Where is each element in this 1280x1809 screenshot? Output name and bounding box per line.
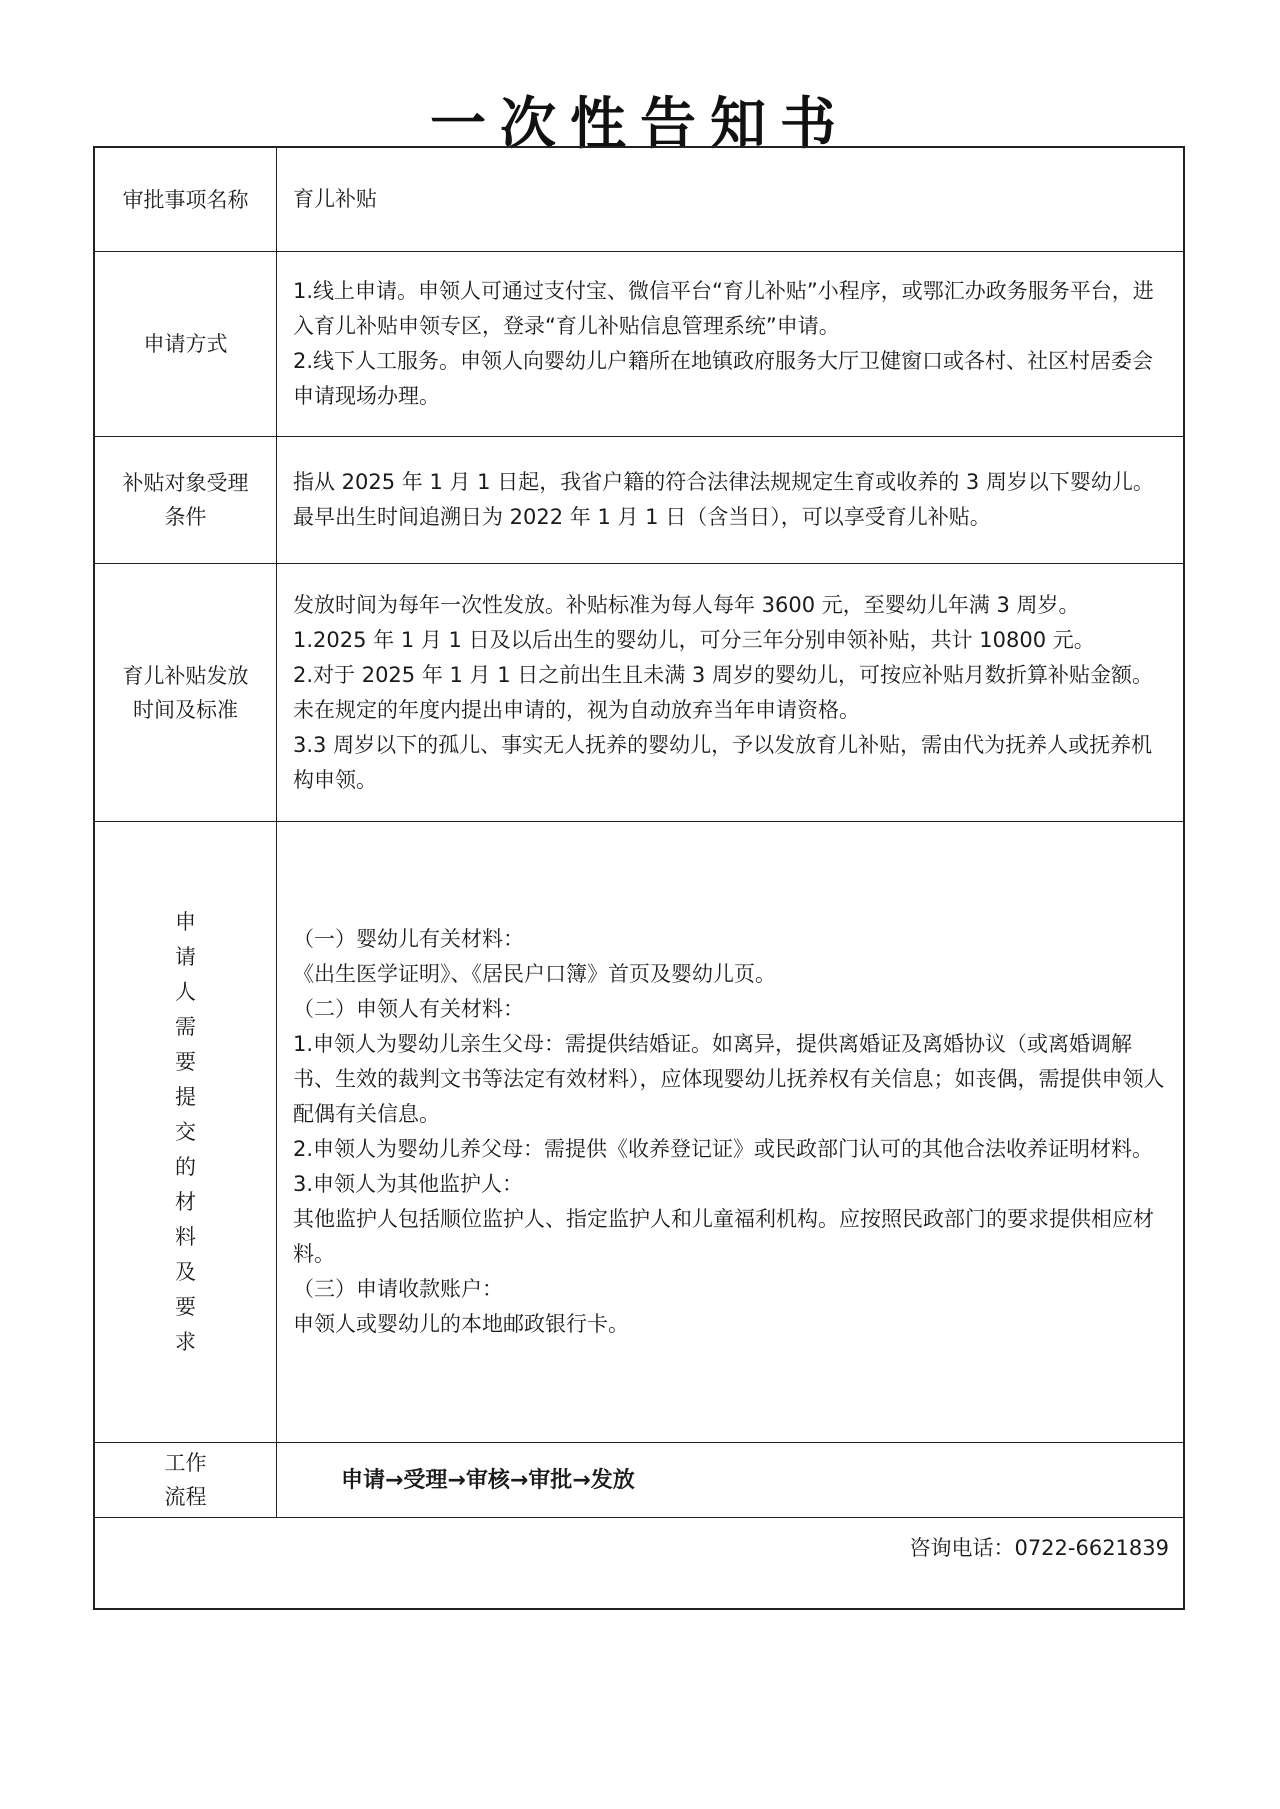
standard-line: 2.对于 2025 年 1 月 1 日之前出生且未满 3 周岁的婴幼儿，可按应补贴月数折算补贴金额。未在规定的年度内提出申请的，视为自动放弃当年申请资格。 xyxy=(293,662,1153,722)
materials-line: 2.申领人为婴幼儿养父母：需提供《收养登记证》或民政部门认可的其他合法收养证明材料。 xyxy=(293,1137,1154,1161)
row-footer xyxy=(95,1518,1183,1608)
materials-label-char: 交 xyxy=(175,1119,196,1144)
eligibility-content xyxy=(277,437,1183,563)
materials-label-char: 人 xyxy=(175,979,196,1004)
standard-label: 育儿补贴发放时间及标准 xyxy=(95,564,277,821)
eligibility-label: 补贴对象受理条件 xyxy=(95,437,277,563)
standard-line: 发放时间为每年一次性发放。补贴标准为每人每年 3600 元，至婴幼儿年满 3 周岁。 xyxy=(293,592,1080,617)
materials-label-char: 要 xyxy=(175,1049,196,1074)
materials-label-char: 要 xyxy=(175,1294,196,1319)
materials-vertical-label xyxy=(175,905,196,1360)
document-title: 一次性告知书 xyxy=(430,92,850,157)
item-name-label: 审批事项名称 xyxy=(95,148,277,251)
materials-label-char: 的 xyxy=(175,1154,196,1179)
row-apply-method xyxy=(95,252,1183,437)
materials-line: 3.申领人为其他监护人： xyxy=(293,1172,524,1196)
row-materials xyxy=(95,822,1183,1443)
item-name-value xyxy=(277,148,1183,251)
workflow-content xyxy=(277,1443,1183,1517)
standard-line: 3.3 周岁以下的孤儿、事实无人抚养的婴幼儿，予以发放育儿补贴，需由代为抚养人或抚养机构申领。 xyxy=(293,732,1153,792)
workflow-label-line: 工作 xyxy=(164,1451,207,1475)
apply-method-content xyxy=(277,252,1183,436)
materials-label-char: 申 xyxy=(175,909,196,934)
materials-line: 其他监护人包括顺位监护人、指定监护人和儿童福利机构。应按照民政部门的要求提供相应材料。 xyxy=(293,1207,1154,1266)
workflow-label-line: 流程 xyxy=(164,1485,207,1509)
workflow-steps: 申请→受理→审核→审批→发放 xyxy=(341,1467,635,1493)
materials-content xyxy=(277,822,1183,1442)
materials-line: 申领人或婴幼儿的本地邮政银行卡。 xyxy=(293,1312,629,1336)
item-name-text: 育儿补贴 xyxy=(293,187,377,211)
apply-method-label: 申请方式 xyxy=(95,252,277,436)
materials-label-char: 需 xyxy=(175,1014,196,1039)
materials-label-char: 提 xyxy=(175,1084,196,1109)
materials-label-char: 求 xyxy=(175,1329,196,1354)
materials-line: 1.申领人为婴幼儿亲生父母：需提供结婚证。如离异，提供离婚证及离婚协议（或离婚调解书、生效的裁判文书等法定有效材料），应体现婴幼儿抚养权有关信息；如丧偶，需提供申领人配偶有关信息。 xyxy=(293,1032,1165,1126)
materials-line: （一）婴幼儿有关材料： xyxy=(293,927,524,951)
hotline-text: 咨询电话：0722-6621839 xyxy=(909,1536,1169,1560)
materials-label-char: 及 xyxy=(175,1259,196,1284)
workflow-label xyxy=(95,1443,277,1517)
eligibility-text: 指从 2025 年 1 月 1 日起，我省户籍的符合法律法规规定生育或收养的 3 周岁以下婴幼儿。最早出生时间追溯日为 2022 年 1 月 1 日（含当日），可以享受育儿补贴。 xyxy=(293,470,1154,529)
materials-label-char: 材 xyxy=(175,1189,196,1214)
row-eligibility xyxy=(95,437,1183,564)
row-workflow xyxy=(95,1443,1183,1518)
notice-table xyxy=(93,146,1185,1610)
row-item-name xyxy=(95,148,1183,252)
materials-line: （三）申请收款账户： xyxy=(293,1277,503,1301)
apply-method-line: 1.线上申请。申领人可通过支付宝、微信平台“育儿补贴”小程序，或鄂汇办政务服务平台，进入育儿补贴申领专区，登录“育儿补贴信息管理系统”申请。 xyxy=(293,279,1154,338)
materials-label-char: 料 xyxy=(175,1224,196,1249)
materials-label-char: 请 xyxy=(175,944,196,969)
materials-label xyxy=(95,822,277,1442)
standard-content xyxy=(277,564,1183,821)
materials-line: 《出生医学证明》、《居民户口簿》首页及婴幼儿页。 xyxy=(293,962,776,986)
materials-line: （二）申领人有关材料： xyxy=(293,997,524,1021)
standard-line: 1.2025 年 1 月 1 日及以后出生的婴幼儿，可分三年分别申领补贴，共计 10800 元。 xyxy=(293,627,1095,652)
apply-method-line: 2.线下人工服务。申领人向婴幼儿户籍所在地镇政府服务大厅卫健窗口或各村、社区村居委会申请现场办理。 xyxy=(293,349,1154,408)
row-standard xyxy=(95,564,1183,822)
